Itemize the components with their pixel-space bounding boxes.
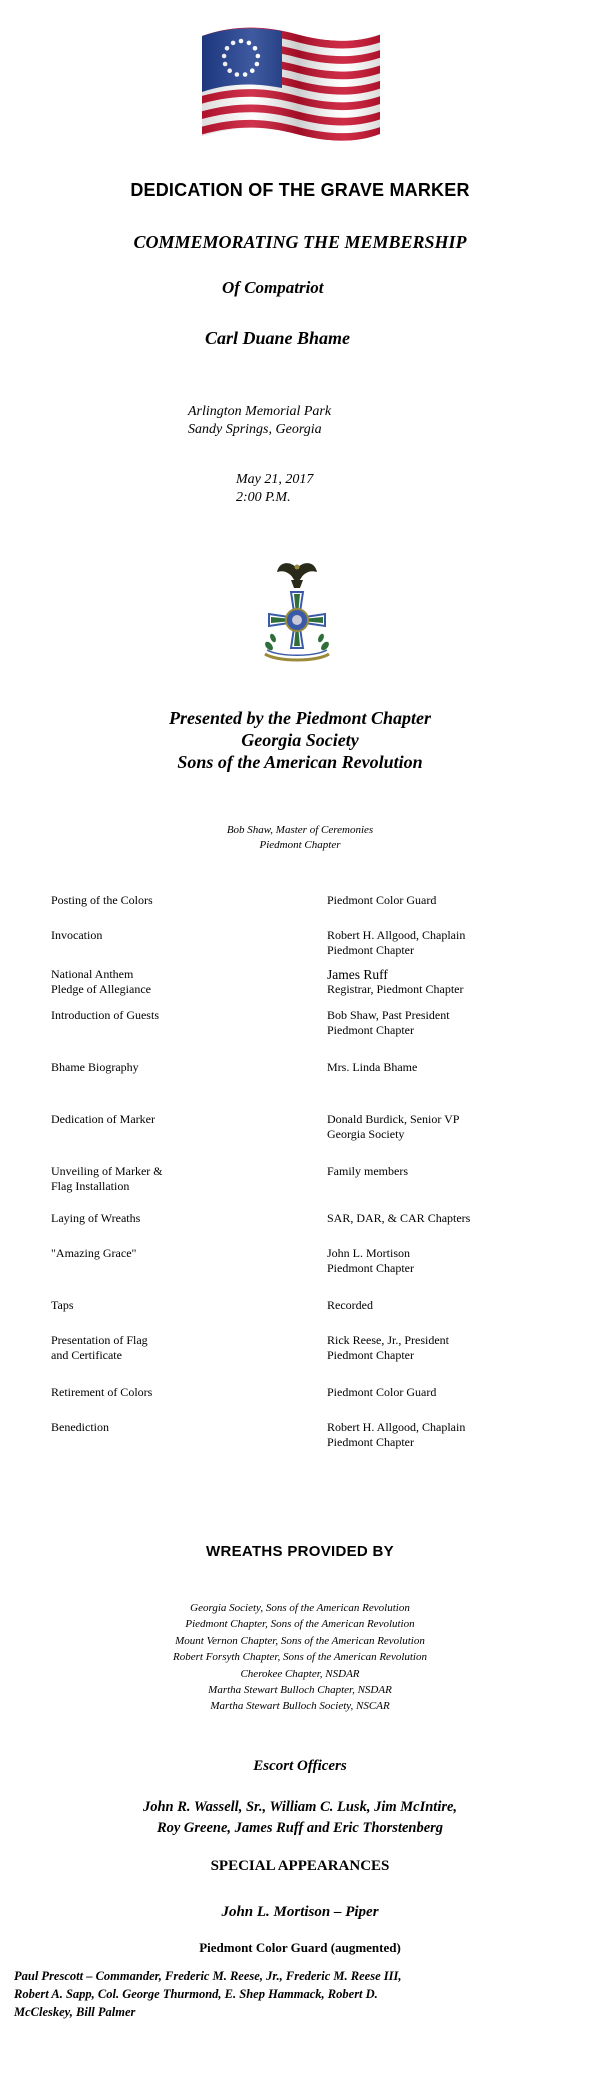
program-item [51,1385,311,1400]
program-participant [327,1333,551,1363]
program-participant [327,1385,551,1400]
presented-line-2: Georgia Society [241,730,359,750]
honoree-name: Carl Duane Bhame [205,328,351,348]
mc-line-1: Bob Shaw, Master of Ceremonies [226,824,374,836]
program-participant-line: James Ruff [327,967,388,982]
program-item [51,1164,311,1194]
program-item [51,1008,311,1023]
program-participant [327,1420,551,1450]
escort-heading: Escort Officers [253,1758,347,1774]
program-participant [327,1112,551,1142]
event-time: 2:00 P.M. [236,490,291,505]
program-participant-line: Piedmont Chapter [327,1023,414,1037]
program-participant-line: Georgia Society [327,1127,405,1141]
program-participant-line: SAR, DAR, & CAR Chapters [327,1211,471,1225]
program-item-line: Flag Installation [51,1179,130,1193]
program-item-line: Taps [51,1298,74,1312]
program-participant-line: Recorded [327,1298,373,1312]
program-item [51,967,311,997]
special-appearances-heading: SPECIAL APPEARANCES [210,1858,390,1874]
program-item-line: Introduction of Guests [51,1008,159,1022]
wreath-provider: Robert Forsyth Chapter, Sons of the American Revolution [173,1651,427,1664]
program-item-line: Posting of the Colors [51,893,153,907]
escort-line-2: Roy Greene, James Ruff and Eric Thorstenberg [156,1820,444,1836]
presented-line-1: Presented by the Piedmont Chapter [169,708,431,728]
presented-line-3: Sons of the American Revolution [177,752,423,772]
program-participant [327,967,551,997]
program-participant-line: Piedmont Color Guard [327,893,437,907]
program-item [51,1112,311,1127]
program-item [51,1211,311,1226]
program-participant-line: Piedmont Chapter [327,943,414,957]
program-item [51,1060,311,1075]
program-item-line: Unveiling of Marker & [51,1164,163,1178]
program-participant-line: Piedmont Chapter [327,1435,414,1449]
program-participant-line: Bob Shaw, Past President [327,1008,450,1022]
program-participant-line: Piedmont Chapter [327,1348,414,1362]
escort-names [0,1797,600,1839]
program-item-line: and Certificate [51,1348,122,1362]
of-compatriot-line: Of Compatriot [222,278,324,297]
wreath-provider: Georgia Society, Sons of the American Revolution [190,1602,410,1614]
page-title: DEDICATION OF THE GRAVE MARKER [130,180,470,200]
color-guard-line-1: Paul Prescott – Commander, Frederic M. Reese, Jr., Frederic M. Reese III, [14,1969,402,1983]
wreaths-heading: WREATHS PROVIDED BY [206,1543,394,1560]
program-participant [327,1060,551,1075]
program-participant-line: Mrs. Linda Bhame [327,1060,418,1074]
program-item [51,1246,311,1261]
sar-insignia-icon [247,558,347,670]
wreath-provider: Mount Vernon Chapter, Sons of the American Revolution [175,1634,425,1647]
program-participant [327,1246,551,1276]
program-participant [327,1211,551,1226]
program-participant [327,893,551,908]
location-line-1: Arlington Memorial Park [188,404,332,419]
program-participant [327,928,551,958]
color-guard-names [14,1967,554,2021]
program-participant [327,1164,551,1179]
program-participant-line: Robert H. Allgood, Chaplain [327,1420,466,1434]
program-item-line: Dedication of Marker [51,1112,155,1126]
program-item-line: National Anthem [51,967,134,981]
program-participant [327,1298,551,1313]
program-item-line: Pledge of Allegiance [51,982,151,996]
program-item-line: Laying of Wreaths [51,1211,141,1225]
program-item [51,1333,311,1363]
program-participant-line: Piedmont Color Guard [327,1385,437,1399]
location-line-2: Sandy Springs, Georgia [188,422,322,437]
master-of-ceremonies [0,823,600,853]
program-item [51,893,311,908]
program-participant-line: Robert H. Allgood, Chaplain [327,928,466,942]
program-participant [327,1008,551,1038]
program-participant-line: Piedmont Chapter [327,1261,414,1275]
event-date: May 21, 2017 [236,472,314,487]
program-participant-line: John L. Mortison [327,1246,411,1260]
color-guard-line-3: McCleskey, Bill Palmer [14,2005,136,2019]
program-participant-line: Family members [327,1164,408,1178]
presented-by [0,707,600,773]
mc-line-2: Piedmont Chapter [259,839,341,851]
escort-line-1: John R. Wassell, Sr., William C. Lusk, Jim McIntire, [142,1799,458,1815]
program-participant-line: Donald Burdick, Senior VP [327,1112,460,1126]
wreaths-list [0,1600,600,1715]
program-item-line: Benediction [51,1420,109,1434]
wreath-provider: Martha Stewart Bulloch Society, NSCAR [210,1700,390,1713]
program-item [51,1298,311,1313]
betsy-ross-flag-icon [196,22,382,150]
program-item-line: Invocation [51,928,103,942]
program-participant-line: Rick Reese, Jr., President [327,1333,449,1347]
date-time [236,471,313,507]
program-participant-line: Registrar, Piedmont Chapter [327,982,464,996]
color-guard-heading: Piedmont Color Guard (augmented) [199,1940,401,1955]
wreath-provider: Cherokee Chapter, NSDAR [240,1667,360,1680]
program-item-line: Bhame Biography [51,1060,139,1074]
program-item-line: Presentation of Flag [51,1333,148,1347]
program-item [51,1420,311,1435]
program-item-line: "Amazing Grace" [51,1246,137,1260]
wreath-provider: Martha Stewart Bulloch Chapter, NSDAR [208,1684,392,1697]
location [188,403,331,439]
wreath-provider: Piedmont Chapter, Sons of the American Revolution [185,1618,415,1631]
color-guard-line-2: Robert A. Sapp, Col. George Thurmond, E. Shep Hammack, Robert D. [14,1987,378,2001]
program-item-line: Retirement of Colors [51,1385,153,1399]
subtitle: COMMEMORATING THE MEMBERSHIP [133,232,467,252]
program-item [51,928,311,943]
piper-line: John L. Mortison – Piper [221,1904,379,1920]
